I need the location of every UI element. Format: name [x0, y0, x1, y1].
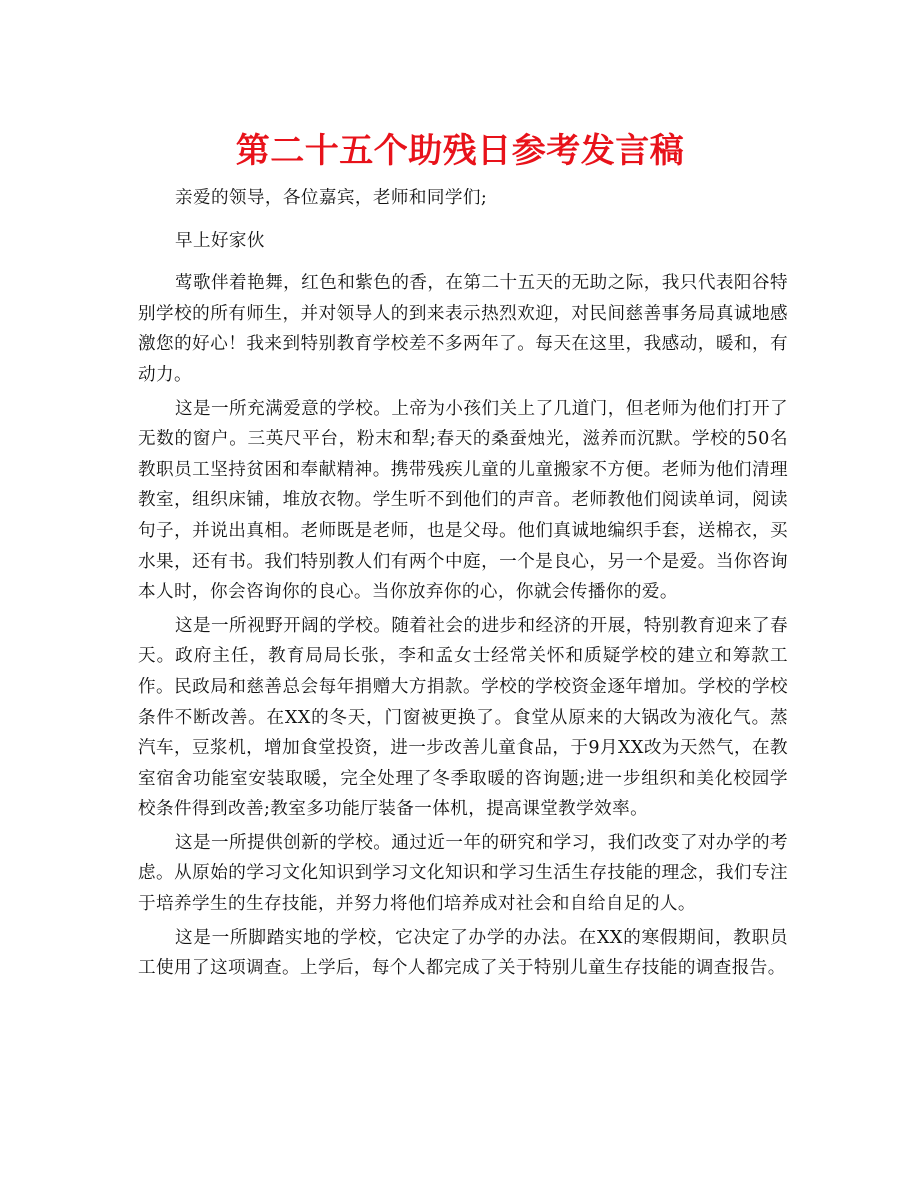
document-title: 第二十五个助残日参考发言稿: [235, 131, 685, 171]
document-body: [138, 183, 788, 987]
paragraph-vision: 这是一所视野开阔的学校。随着社会的进步和经济的开展，特别教育迎来了春天。政府主任，教育局局长张，李和孟女士经常关怀和质疑学校的建立和筹款工作。民政局和慈善总会每年捐赠大方捐款。学校的学校资金逐年增加。学校的学校条件不断改善。在XX的冬天，门窗被更换了。食堂从原来的大锅改为液化气。蒸汽车，豆浆机，增加食堂投资，进一步改善儿童食品，于9月XX改为天然气，在教室宿舍功能室安装取暖，完全处理了冬季取暖的咨询题;进一步组织和美化校园学校条件得到改善;教室多功能厅装备一体机，提高课堂教学效率。: [138, 615, 788, 820]
paragraph-intro: 莺歌伴着艳舞，红色和紫色的香，在第二十五天的无助之际，我只代表阳谷特别学校的所有师生，并对领导人的到来表示热烈欢迎，对民间慈善事务局真诚地感激您的好心！我来到特别教育学校差不多两年了。每天在这里，我感动，暖和，有动力。: [138, 273, 788, 385]
paragraph-salutation: 亲爱的领导，各位嘉宾，老师和同学们;: [174, 188, 488, 208]
paragraph-practical: 这是一所脚踏实地的学校，它决定了办学的办法。在XX的寒假期间，教职员工使用了这项调查。上学后，每个人都完成了关于特别儿童生存技能的调查报告。: [138, 927, 788, 979]
paragraph-greeting: 早上好家伙: [174, 230, 265, 251]
paragraph-innovation: 这是一所提供创新的学校。通过近一年的研究和学习，我们改变了对办学的考虑。从原始的学习文化知识到学习文化知识和学习生活生存技能的理念，我们专注于培养学生的生存技能，并努力将他们培养成对社会和自给自足的人。: [138, 832, 788, 915]
paragraph-love: 这是一所充满爱意的学校。上帝为小孩们关上了几道门，但老师为他们打开了无数的窗户。三英尺平台，粉末和犁;春天的桑蚕烛光，滋养而沉默。学校的50名教职员工坚持贫困和奉献精神。携带残疾儿童的儿童搬家不方便。老师为他们清理教室，组织床铺，堆放衣物。学生听不到他们的声音。老师教他们阅读单词，阅读句子，并说出真相。老师既是老师，也是父母。他们真诚地编织手套，送棉衣，买水果，还有书。我们特别教人们有两个中庭，一个是良心，另一个是爱。当你咨询本人时，你会咨询你的良心。当你放弃你的心，你就会传播你的爱。: [138, 398, 788, 603]
